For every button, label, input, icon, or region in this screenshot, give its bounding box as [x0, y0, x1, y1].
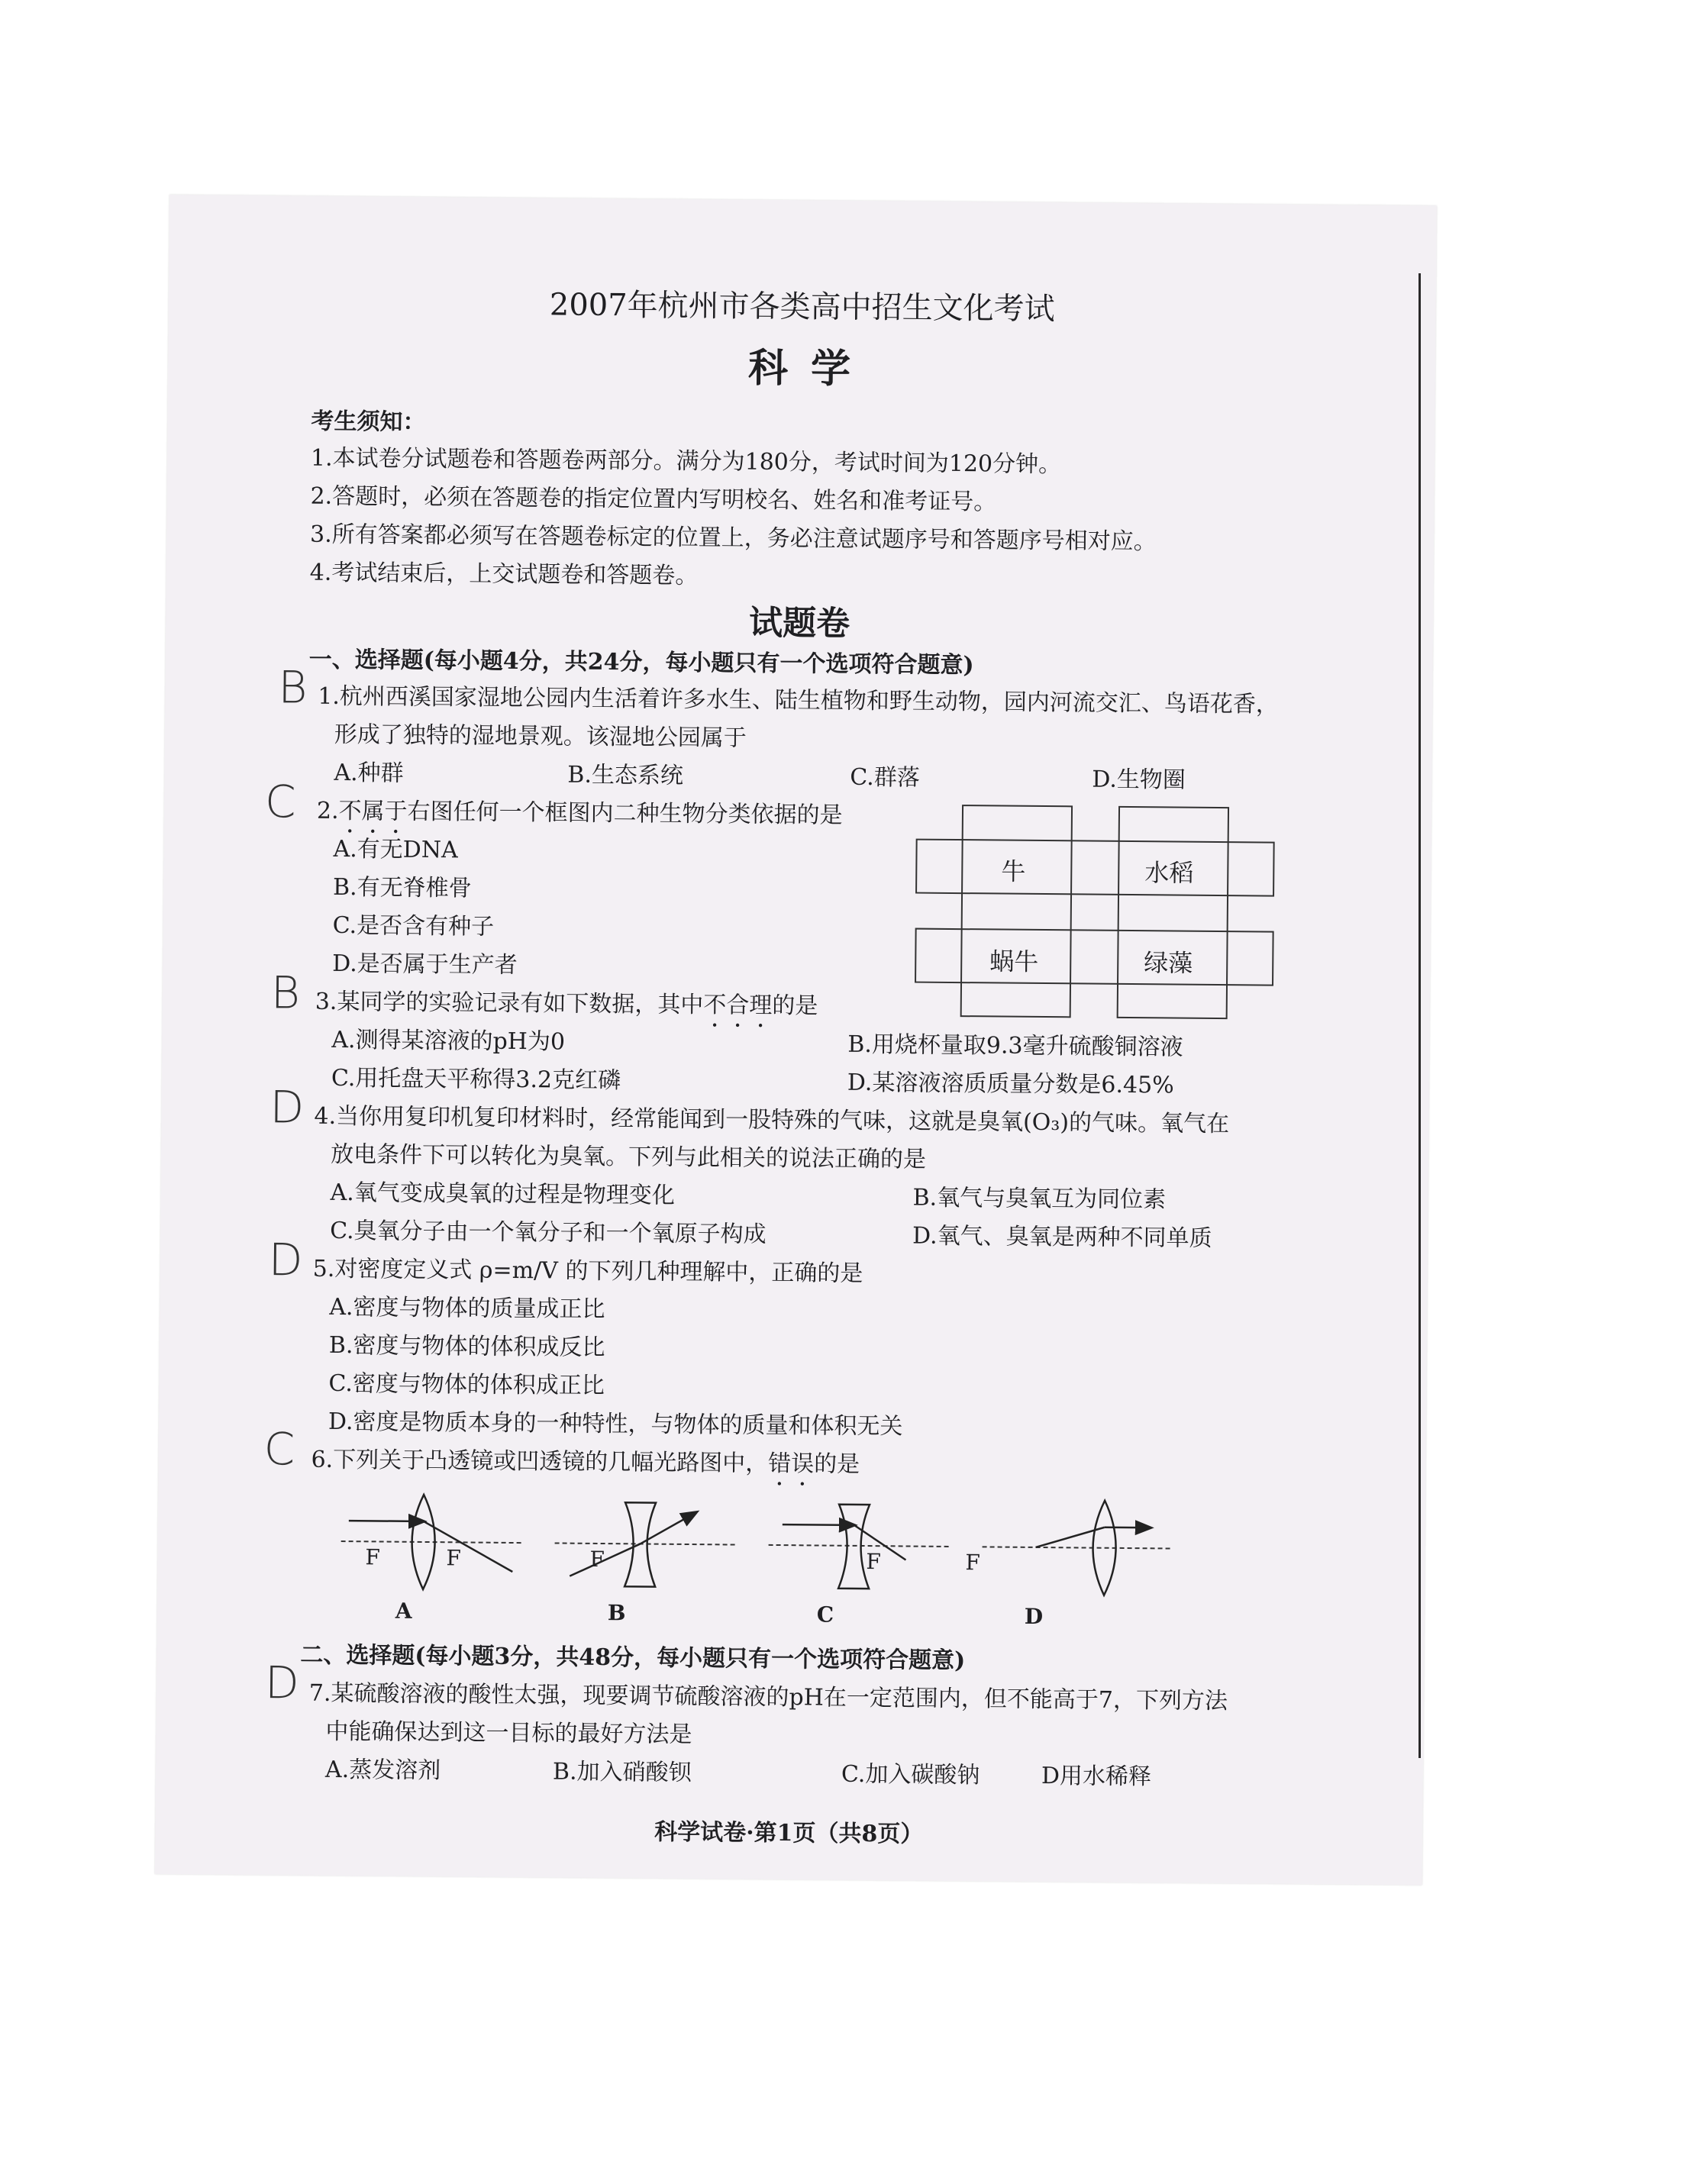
question-2-stem: 2.不属于右图任何一个框图内二种生物分类依据的是	[316, 797, 843, 829]
option: C.加入碳酸钠	[841, 1760, 980, 1789]
notice-item: 4.考试结束后，上交试题卷和答题卷。	[309, 559, 699, 590]
handwritten-answer: C	[263, 1423, 295, 1476]
diagram-label: D	[1024, 1603, 1044, 1630]
handwritten-answer: D	[264, 1657, 299, 1709]
diagram-a-convex-lens	[341, 1494, 524, 1590]
part1-heading: 一、选择题(每小题4分，共24分，每小题只有一个选项符合题意)	[308, 646, 974, 679]
handwritten-answer: D	[269, 1081, 305, 1134]
question-1-stem-cont: 形成了独特的湿地景观。该湿地公园属于	[334, 721, 747, 752]
option: A.种群	[334, 759, 404, 787]
focus-label: F	[589, 1546, 605, 1573]
exam-page	[155, 195, 1437, 1885]
focus-label: F	[365, 1544, 381, 1570]
handwritten-answer: D	[268, 1234, 303, 1286]
handwritten-answer: C	[264, 776, 296, 828]
option: B.生态系统	[567, 761, 684, 789]
lens-ray-diagrams	[341, 1486, 1196, 1616]
question-7-stem: 7.某硫酸溶液的酸性太强，现要调节硫酸溶液的pH在一定范围内，但不能高于7，下列方法	[308, 1679, 1228, 1715]
option: D.某溶液溶质质量分数是6.45%	[847, 1069, 1174, 1099]
subject-title: 科 学	[747, 344, 856, 392]
exam-title: 2007年杭州市各类高中招生文化考试	[549, 287, 1055, 327]
organism-label: 牛	[1001, 857, 1026, 886]
organism-label: 绿藻	[1144, 948, 1193, 978]
box-bottom-row	[915, 928, 1274, 986]
handwritten-answer: B	[278, 661, 308, 714]
option: A.密度与物体的质量成正比	[329, 1293, 605, 1324]
classification-diagram	[915, 805, 1275, 1021]
option: D.生物圈	[1092, 766, 1186, 794]
option: A.蒸发溶剂	[324, 1756, 441, 1785]
notice-item: 2.答题时，必须在答题卷的指定位置内写明校名、姓名和准考证号。	[310, 482, 997, 516]
option: C.用托盘天平称得3.2克红磷	[331, 1064, 621, 1095]
organism-label: 水稻	[1144, 858, 1194, 888]
notice-item: 1.本试卷分试题卷和答题卷两部分。满分为180分，考试时间为120分钟。	[310, 444, 1062, 479]
focus-label: F	[446, 1545, 462, 1571]
section-title: 试题卷	[748, 603, 850, 644]
organism-label: 蜗牛	[989, 947, 1039, 976]
option: D.是否属于生产者	[332, 950, 518, 979]
notice-item: 3.所有答案都必须写在答题卷标定的位置上，务必注意试题序号和答题序号相对应。	[309, 521, 1157, 556]
question-6-stem: 6.下列关于凸透镜或凹透镜的几幅光路图中，错误的是	[311, 1446, 860, 1478]
box-top-row	[915, 839, 1275, 897]
box-left-column	[960, 805, 1073, 1018]
question-1-stem: 1.杭州西溪国家湿地公园内生活着许多水生、陆生植物和野生动物，园内河流交汇、鸟语花香，	[318, 682, 1280, 718]
diagram-c-concave-lens	[768, 1504, 952, 1589]
option: B.有无脊椎骨	[332, 873, 472, 902]
diagram-label: C	[816, 1602, 834, 1628]
diagram-label: A	[395, 1598, 412, 1624]
option: A.测得某溶液的pH为0	[331, 1026, 566, 1056]
option: B.用烧杯量取9.3毫升硫酸铜溶液	[847, 1031, 1183, 1061]
question-3-stem: 3.某同学的实验记录有如下数据，其中不合理的是	[315, 988, 818, 1020]
focus-label: F	[965, 1550, 980, 1576]
option: A.有无DNA	[333, 835, 458, 864]
option: A.氧气变成臭氧的过程是物理变化	[330, 1179, 675, 1209]
focus-label: F	[866, 1549, 881, 1575]
page-footer: 科学试卷·第1页（共8页）	[654, 1818, 924, 1848]
part2-heading: 二、选择题(每小题3分，共48分，每小题只有一个选项符合题意)	[300, 1641, 966, 1675]
diagram-d-convex-lens	[982, 1499, 1173, 1595]
option: B.加入硝酸钡	[552, 1758, 692, 1787]
handwritten-answer: B	[270, 966, 301, 1019]
notice-heading: 考生须知：	[311, 408, 426, 436]
option: B.氧气与臭氧互为同位素	[912, 1184, 1167, 1214]
option: B.密度与物体的体积成反比	[328, 1331, 605, 1362]
option: D.氧气、臭氧是两种不同单质	[912, 1222, 1212, 1252]
option: D用水稀释	[1041, 1763, 1152, 1791]
question-5-stem: 5.对密度定义式 ρ=m/V 的下列几种理解中，正确的是	[312, 1255, 863, 1287]
option: C.臭氧分子由一个氧分子和一个氧原子构成	[330, 1217, 767, 1248]
box-right-column	[1117, 806, 1229, 1019]
question-7-stem-cont: 中能确保达到这一目标的最好方法是	[325, 1718, 692, 1749]
diagram-label: B	[607, 1600, 626, 1626]
option: C.是否含有种子	[332, 911, 495, 940]
option: C.密度与物体的体积成正比	[328, 1369, 605, 1400]
option: C.群落	[850, 763, 920, 792]
question-4-stem-cont: 放电条件下可以转化为臭氧。下列与此相关的说法正确的是	[330, 1140, 927, 1173]
diagram-b-concave-lens	[554, 1502, 738, 1587]
paper-edge-line	[1419, 273, 1421, 1758]
option: D.密度是物质本身的一种特性，与物体的质量和体积无关	[328, 1408, 903, 1440]
question-4-stem: 4.当你用复印机复印材料时，经常能闻到一股特殊的气味，这就是臭氧(O₃)的气味。氧气在	[314, 1102, 1230, 1138]
